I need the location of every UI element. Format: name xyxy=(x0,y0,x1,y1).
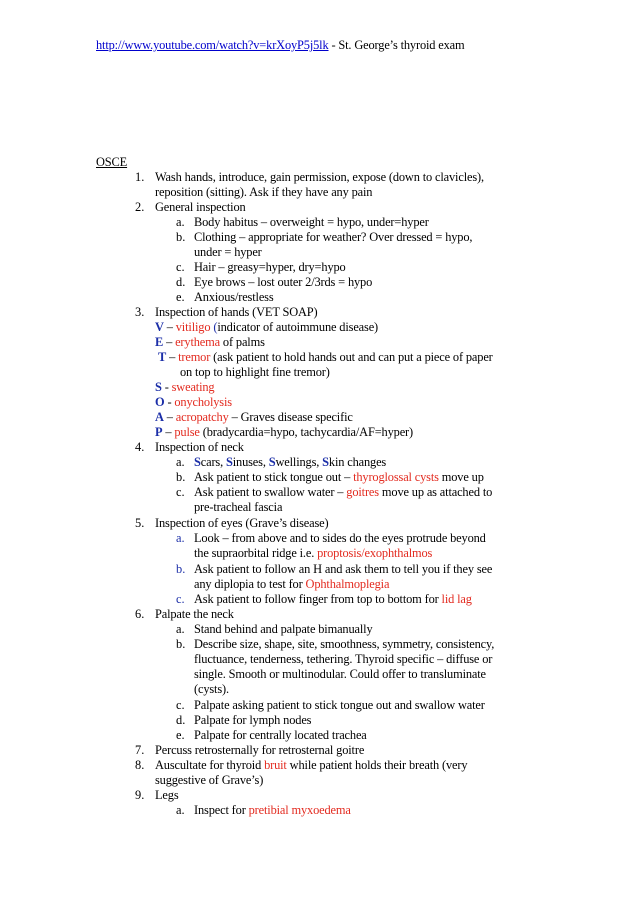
subitem-text: Hair – greasy=hyper, dry=hypo xyxy=(194,260,346,274)
header-suffix: - St. George’s thyroid exam xyxy=(328,38,465,52)
subitem-letter: d. xyxy=(176,275,186,289)
item-number: 4. xyxy=(135,440,145,454)
subitem-text: Body habitus – overweight = hypo, under=hyper xyxy=(194,215,429,229)
item-number: 3. xyxy=(135,305,145,319)
subitem-text: the supraorbital ridge i.e. proptosis/exophthalmos xyxy=(194,546,433,560)
subitem-text: Ask patient to stick tongue out – thyroglossal cysts move up xyxy=(194,470,484,484)
item-number: 9. xyxy=(135,788,145,802)
item-number: 2. xyxy=(135,200,145,214)
subitem-letter: c. xyxy=(176,260,185,274)
vetsoap-s: S - sweating xyxy=(155,380,215,394)
subitem-text: Palpate for centrally located trachea xyxy=(194,728,367,742)
vetsoap-p: P – pulse (bradycardia=hypo, tachycardia/AF=hyper) xyxy=(155,425,413,439)
subitem-text: Ask patient to swallow water – goitres move up as attached to xyxy=(194,485,493,499)
subitem-text: (cysts). xyxy=(194,682,229,696)
vetsoap-t: T – tremor (ask patient to hold hands out and can put a piece of paper xyxy=(158,350,493,364)
subitem-letter: e. xyxy=(176,728,185,742)
item-number: 8. xyxy=(135,758,145,772)
subitem-letter: d. xyxy=(176,713,186,727)
subitem-letter: a. xyxy=(176,215,185,229)
vetsoap-o: O - onycholysis xyxy=(155,395,232,409)
subitem-text: Eye brows – lost outer 2/3rds = hypo xyxy=(194,275,373,289)
subitem-text: fluctuance, tenderness, tethering. Thyroid specific – diffuse or xyxy=(194,652,493,666)
subitem-letter: e. xyxy=(176,290,185,304)
item-text: Auscultate for thyroid bruit while patient holds their breath (very xyxy=(155,758,468,772)
subitem-letter: b. xyxy=(176,637,186,651)
item-text: Palpate the neck xyxy=(155,607,234,621)
vetsoap-e: E – erythema of palms xyxy=(155,335,265,349)
item-text: Wash hands, introduce, gain permission, expose (down to clavicles), xyxy=(155,170,484,184)
subitem-text: single. Smooth or multinodular. Could offer to transluminate xyxy=(194,667,486,681)
subitem-letter: a. xyxy=(176,803,185,817)
video-link[interactable]: http://www.youtube.com/watch?v=krXoyP5j5lk xyxy=(96,38,329,52)
subitem-text: under = hyper xyxy=(194,245,262,259)
subitem-text: Describe size, shape, site, smoothness, symmetry, consistency, xyxy=(194,637,495,651)
vetsoap-t-cont: on top to highlight fine tremor) xyxy=(180,365,330,379)
item-text: Legs xyxy=(155,788,179,802)
subitem-text: Clothing – appropriate for weather? Over dressed = hypo, xyxy=(194,230,473,244)
subitem-text: any diplopia to test for Ophthalmoplegia xyxy=(194,577,390,591)
subitem-letter: a. xyxy=(176,622,185,636)
item-number: 1. xyxy=(135,170,145,184)
subitem-letter: c. xyxy=(176,485,185,499)
subitem-text: Anxious/restless xyxy=(194,290,274,304)
subitem-letter: b. xyxy=(176,230,186,244)
subitem-letter: a. xyxy=(176,455,185,469)
subitem-text: Inspect for pretibial myxoedema xyxy=(194,803,351,817)
item-number: 6. xyxy=(135,607,145,621)
subitem-text: Palpate asking patient to stick tongue out and swallow water xyxy=(194,698,485,712)
subitem-letter: c. xyxy=(176,698,185,712)
item-text: Inspection of eyes (Grave’s disease) xyxy=(155,516,329,530)
subitem-text: Scars, Sinuses, Swellings, Skin changes xyxy=(194,455,387,469)
subitem-letter: a. xyxy=(176,531,185,545)
subitem-text: Ask patient to follow an H and ask them to tell you if they see xyxy=(194,562,493,576)
item-text: Percuss retrosternally for retrosternal goitre xyxy=(155,743,365,757)
item-text: reposition (sitting). Ask if they have any pain xyxy=(155,185,373,199)
item-text: suggestive of Grave’s) xyxy=(155,773,264,787)
item-text: Inspection of hands (VET SOAP) xyxy=(155,305,318,319)
subitem-text: Look – from above and to sides do the eyes protrude beyond xyxy=(194,531,486,545)
item-text: General inspection xyxy=(155,200,246,214)
item-number: 7. xyxy=(135,743,145,757)
subitem-letter: b. xyxy=(176,470,186,484)
subitem-letter: c. xyxy=(176,592,185,606)
item-number: 5. xyxy=(135,516,145,530)
vetsoap-a: A – acropatchy – Graves disease specific xyxy=(155,410,353,424)
vetsoap-v: V – vitiligo (indicator of autoimmune disease) xyxy=(155,320,379,334)
item-text: Inspection of neck xyxy=(155,440,244,454)
subitem-text: Palpate for lymph nodes xyxy=(194,713,312,727)
subitem-text: pre-tracheal fascia xyxy=(194,500,283,514)
section-title: OSCE xyxy=(96,155,128,169)
subitem-text: Ask patient to follow finger from top to bottom for lid lag xyxy=(194,592,472,606)
subitem-letter: b. xyxy=(176,562,186,576)
header-line xyxy=(96,38,465,53)
subitem-text: Stand behind and palpate bimanually xyxy=(194,622,373,636)
